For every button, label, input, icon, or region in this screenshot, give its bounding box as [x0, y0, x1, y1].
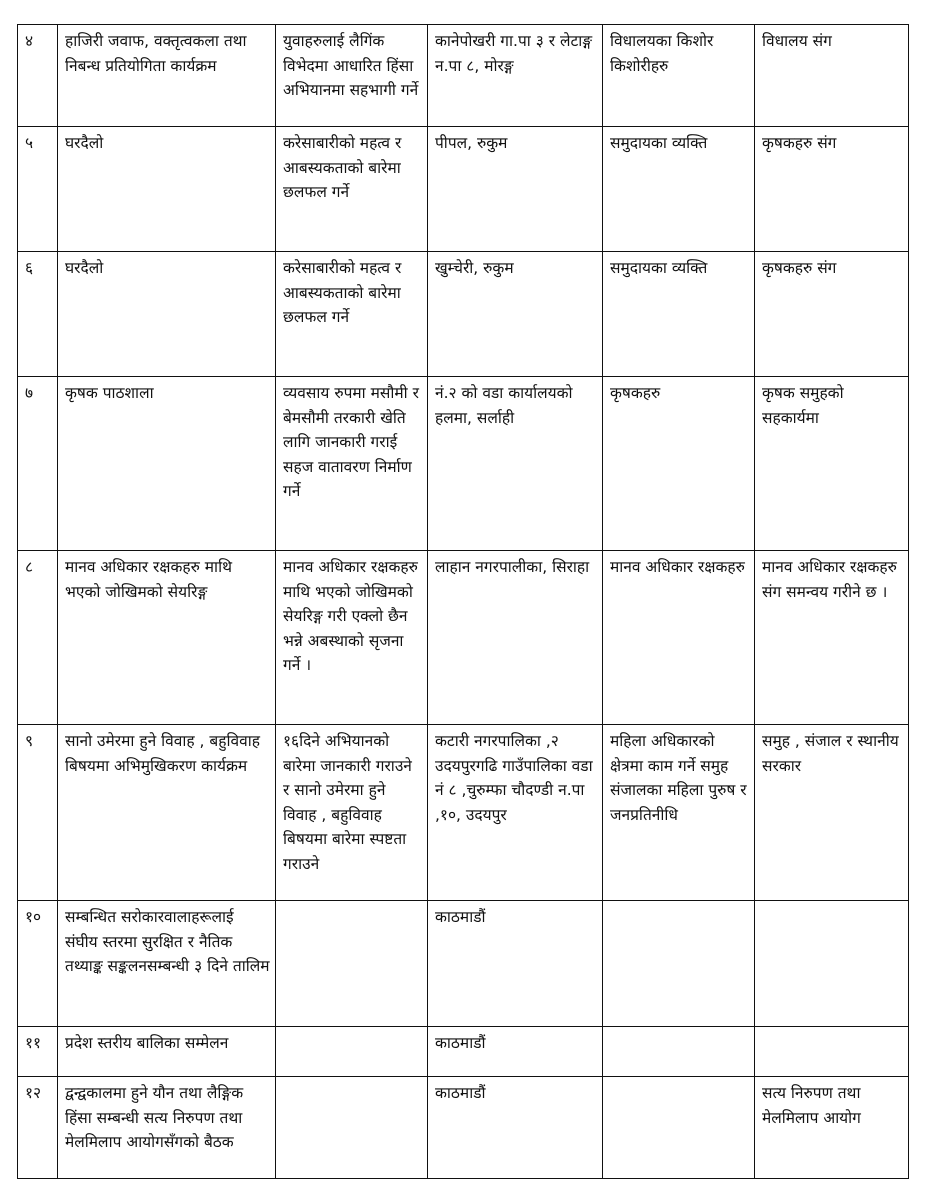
objective-cell	[276, 1027, 428, 1077]
serial-number-cell: ५	[18, 127, 58, 252]
activity-cell: हाजिरी जवाफ, वक्तृत्वकला तथा निबन्ध प्रतियोगिता कार्यक्रम	[58, 25, 276, 127]
target-group-cell	[603, 1027, 755, 1077]
serial-number-cell: ११	[18, 1027, 58, 1077]
location-cell: पीपल, रुकुम	[428, 127, 603, 252]
activity-cell: घरदैलो	[58, 127, 276, 252]
location-cell: काठमाडौं	[428, 1077, 603, 1179]
serial-number-cell: ४	[18, 25, 58, 127]
activity-cell: घरदैलो	[58, 252, 276, 377]
serial-number-cell: १२	[18, 1077, 58, 1179]
target-group-cell: महिला अधिकारको क्षेत्रमा काम गर्ने समुह संजालका महिला पुरुष र जनप्रतिनीधि	[603, 725, 755, 901]
objective-cell: युवाहरुलाई लैगिंक विभेदमा आधारित हिंसा अभियानमा सहभागी गर्ने	[276, 25, 428, 127]
location-cell: खुम्चेरी, रुकुम	[428, 252, 603, 377]
coordination-cell	[755, 1027, 909, 1077]
table-row	[18, 127, 909, 252]
activity-cell: सम्बन्धित सरोकारवालाहरूलाई संघीय स्तरमा सुरक्षित र नैतिक तथ्याङ्क सङ्कलनसम्बन्धी ३ दिने तालिम	[58, 901, 276, 1027]
table-row	[18, 25, 909, 127]
activity-table	[17, 24, 909, 1179]
target-group-cell: मानव अधिकार रक्षकहरु	[603, 551, 755, 725]
location-cell: काठमाडौं	[428, 901, 603, 1027]
objective-cell	[276, 1077, 428, 1179]
target-group-cell: कृषकहरु	[603, 377, 755, 551]
serial-number-cell: ९	[18, 725, 58, 901]
coordination-cell: समुह , संजाल र स्थानीय सरकार	[755, 725, 909, 901]
activity-cell: द्वन्द्वकालमा हुने यौन तथा लैङ्गिक हिंसा सम्बन्धी सत्य निरुपण तथा मेलमिलाप आयोगसँगको बैठक	[58, 1077, 276, 1179]
table-row	[18, 901, 909, 1027]
table-row	[18, 725, 909, 901]
activity-cell: कृषक पाठशाला	[58, 377, 276, 551]
location-cell: काठमाडौं	[428, 1027, 603, 1077]
coordination-cell: कृषक समुहको सहकार्यमा	[755, 377, 909, 551]
target-group-cell: समुदायका व्यक्ति	[603, 252, 755, 377]
activity-cell: मानव अधिकार रक्षकहरु माथि भएको जोखिमको सेयरिङ्ग	[58, 551, 276, 725]
activity-cell: प्रदेश स्तरीय बालिका सम्मेलन	[58, 1027, 276, 1077]
table-row	[18, 1027, 909, 1077]
serial-number-cell: १०	[18, 901, 58, 1027]
coordination-cell: कृषकहरु संग	[755, 252, 909, 377]
target-group-cell: समुदायका व्यक्ति	[603, 127, 755, 252]
activity-cell: सानो उमेरमा हुने विवाह , बहुविवाह बिषयमा अभिमुखिकरण कार्यक्रम	[58, 725, 276, 901]
objective-cell: व्यवसाय रुपमा मसौमी र बेमसौमी तरकारी खेति लागि जानकारी गराई सहज वातावरण निर्माण गर्ने	[276, 377, 428, 551]
coordination-cell: विधालय संग	[755, 25, 909, 127]
location-cell: नं.२ को वडा कार्यालयको हलमा, सर्लाही	[428, 377, 603, 551]
location-cell: लाहान नगरपालीका, सिराहा	[428, 551, 603, 725]
location-cell: कटारी नगरपालिका ,२ उदयपुरगढि गाउँपालिका वडा नं ८ ,चुरुम्फा चौदण्डी न.पा ,१०, उदयपुर	[428, 725, 603, 901]
objective-cell: मानव अधिकार रक्षकहरु माथि भएको जोखिमको सेयरिङ्ग गरी एक्लो छैन भन्ने अबस्थाको सृजना गर्ने ।	[276, 551, 428, 725]
coordination-cell: सत्य निरुपण तथा मेलमिलाप आयोग	[755, 1077, 909, 1179]
location-cell: कानेपोखरी गा.पा ३ र लेटाङ्ग न.पा ८, मोरङ्ग	[428, 25, 603, 127]
target-group-cell	[603, 1077, 755, 1179]
coordination-cell	[755, 901, 909, 1027]
table-row	[18, 551, 909, 725]
target-group-cell: विधालयका किशोर किशोरीहरु	[603, 25, 755, 127]
table-row	[18, 377, 909, 551]
objective-cell: करेसाबारीको महत्व र आबस्यकताको बारेमा छलफल गर्ने	[276, 252, 428, 377]
table-row	[18, 252, 909, 377]
target-group-cell	[603, 901, 755, 1027]
coordination-cell: कृषकहरु संग	[755, 127, 909, 252]
objective-cell: करेसाबारीको महत्व र आबस्यकताको बारेमा छलफल गर्ने	[276, 127, 428, 252]
table-row	[18, 1077, 909, 1179]
serial-number-cell: ६	[18, 252, 58, 377]
coordination-cell: मानव अधिकार रक्षकहरु संग समन्वय गरीने छ ।	[755, 551, 909, 725]
objective-cell: १६दिने अभियानको बारेमा जानकारी गराउने र सानो उमेरमा हुने विवाह , बहुविवाह बिषयमा बारेमा स्पष्टता गराउने	[276, 725, 428, 901]
serial-number-cell: ७	[18, 377, 58, 551]
objective-cell	[276, 901, 428, 1027]
serial-number-cell: ८	[18, 551, 58, 725]
